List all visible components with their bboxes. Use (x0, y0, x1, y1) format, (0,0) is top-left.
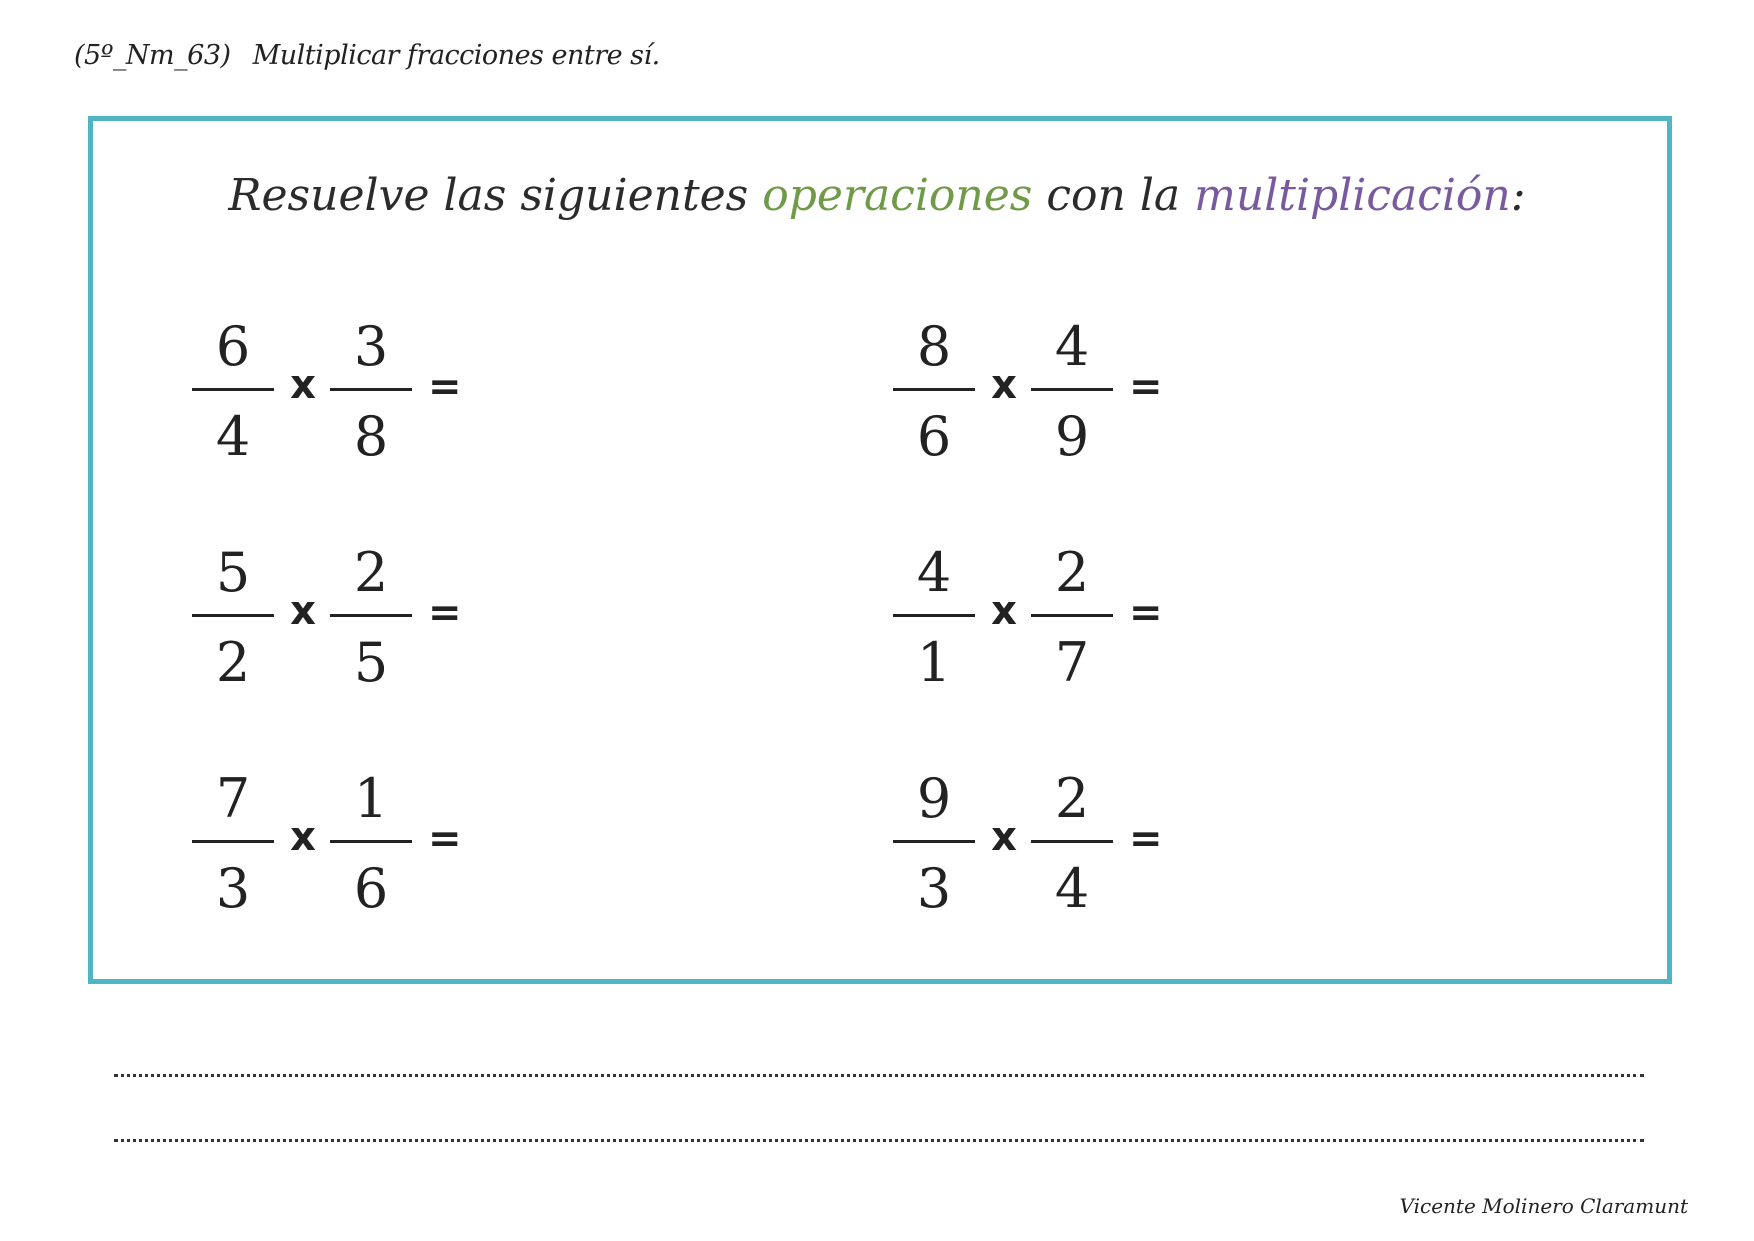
fraction-bar (893, 840, 975, 843)
denominator: 5 (353, 631, 389, 694)
fraction-b (1031, 307, 1113, 468)
exercise-1 (192, 307, 492, 468)
worksheet-code: (5º_Nm_63) (74, 40, 231, 71)
fraction-bar (192, 388, 274, 391)
fraction-bar (192, 614, 274, 617)
numerator: 2 (1054, 541, 1090, 604)
fraction-b (330, 307, 412, 468)
instruction-word-operaciones: operaciones (762, 170, 1033, 221)
times-sign: x (290, 362, 316, 408)
numerator: 8 (916, 315, 952, 378)
equals-sign: = (1129, 590, 1163, 636)
fraction-bar (1031, 614, 1113, 617)
fraction-b (1031, 759, 1113, 920)
instruction-text-middle: con la (1046, 170, 1181, 221)
instruction-colon: : (1510, 170, 1526, 221)
times-sign: x (991, 814, 1017, 860)
denominator: 2 (215, 631, 251, 694)
fraction-bar (330, 388, 412, 391)
fraction-a (893, 759, 975, 920)
worksheet-header (74, 40, 660, 71)
exercise-2 (893, 307, 1193, 468)
exercise-4 (893, 533, 1193, 694)
numerator: 3 (353, 315, 389, 378)
fraction-b (330, 533, 412, 694)
numerator: 4 (916, 541, 952, 604)
instruction-text-start: Resuelve las siguientes (228, 170, 749, 221)
fraction-bar (330, 614, 412, 617)
numerator: 7 (215, 767, 251, 830)
exercise-6 (893, 759, 1193, 920)
instruction-heading (0, 170, 1754, 221)
denominator: 6 (916, 405, 952, 468)
denominator: 8 (353, 405, 389, 468)
times-sign: x (991, 362, 1017, 408)
equals-sign: = (428, 364, 462, 410)
worksheet-title: Multiplicar fracciones entre sí. (252, 40, 660, 71)
numerator: 2 (353, 541, 389, 604)
fraction-bar (192, 840, 274, 843)
denominator: 3 (215, 857, 251, 920)
fraction-a (893, 307, 975, 468)
denominator: 6 (353, 857, 389, 920)
denominator: 7 (1054, 631, 1090, 694)
exercise-5 (192, 759, 492, 920)
numerator: 6 (215, 315, 251, 378)
equals-sign: = (428, 590, 462, 636)
denominator: 9 (1054, 405, 1090, 468)
fraction-a (893, 533, 975, 694)
instruction-word-multiplicacion: multiplicación (1194, 170, 1511, 221)
answer-line-2[interactable] (114, 1139, 1644, 1142)
equals-sign: = (1129, 816, 1163, 862)
answer-line-1[interactable] (114, 1074, 1644, 1077)
fraction-bar (1031, 388, 1113, 391)
fraction-b (1031, 533, 1113, 694)
equals-sign: = (1129, 364, 1163, 410)
denominator: 1 (916, 631, 952, 694)
fraction-bar (893, 614, 975, 617)
fraction-bar (330, 840, 412, 843)
fraction-a (192, 533, 274, 694)
fraction-a (192, 759, 274, 920)
denominator: 4 (215, 405, 251, 468)
author-credit: Vicente Molinero Claramunt (1399, 1194, 1688, 1218)
denominator: 3 (916, 857, 952, 920)
fraction-b (330, 759, 412, 920)
equals-sign: = (428, 816, 462, 862)
numerator: 4 (1054, 315, 1090, 378)
numerator: 9 (916, 767, 952, 830)
times-sign: x (991, 588, 1017, 634)
numerator: 2 (1054, 767, 1090, 830)
fraction-bar (1031, 840, 1113, 843)
times-sign: x (290, 588, 316, 634)
denominator: 4 (1054, 857, 1090, 920)
numerator: 1 (353, 767, 389, 830)
times-sign: x (290, 814, 316, 860)
numerator: 5 (215, 541, 251, 604)
fraction-bar (893, 388, 975, 391)
exercise-3 (192, 533, 492, 694)
fraction-a (192, 307, 274, 468)
